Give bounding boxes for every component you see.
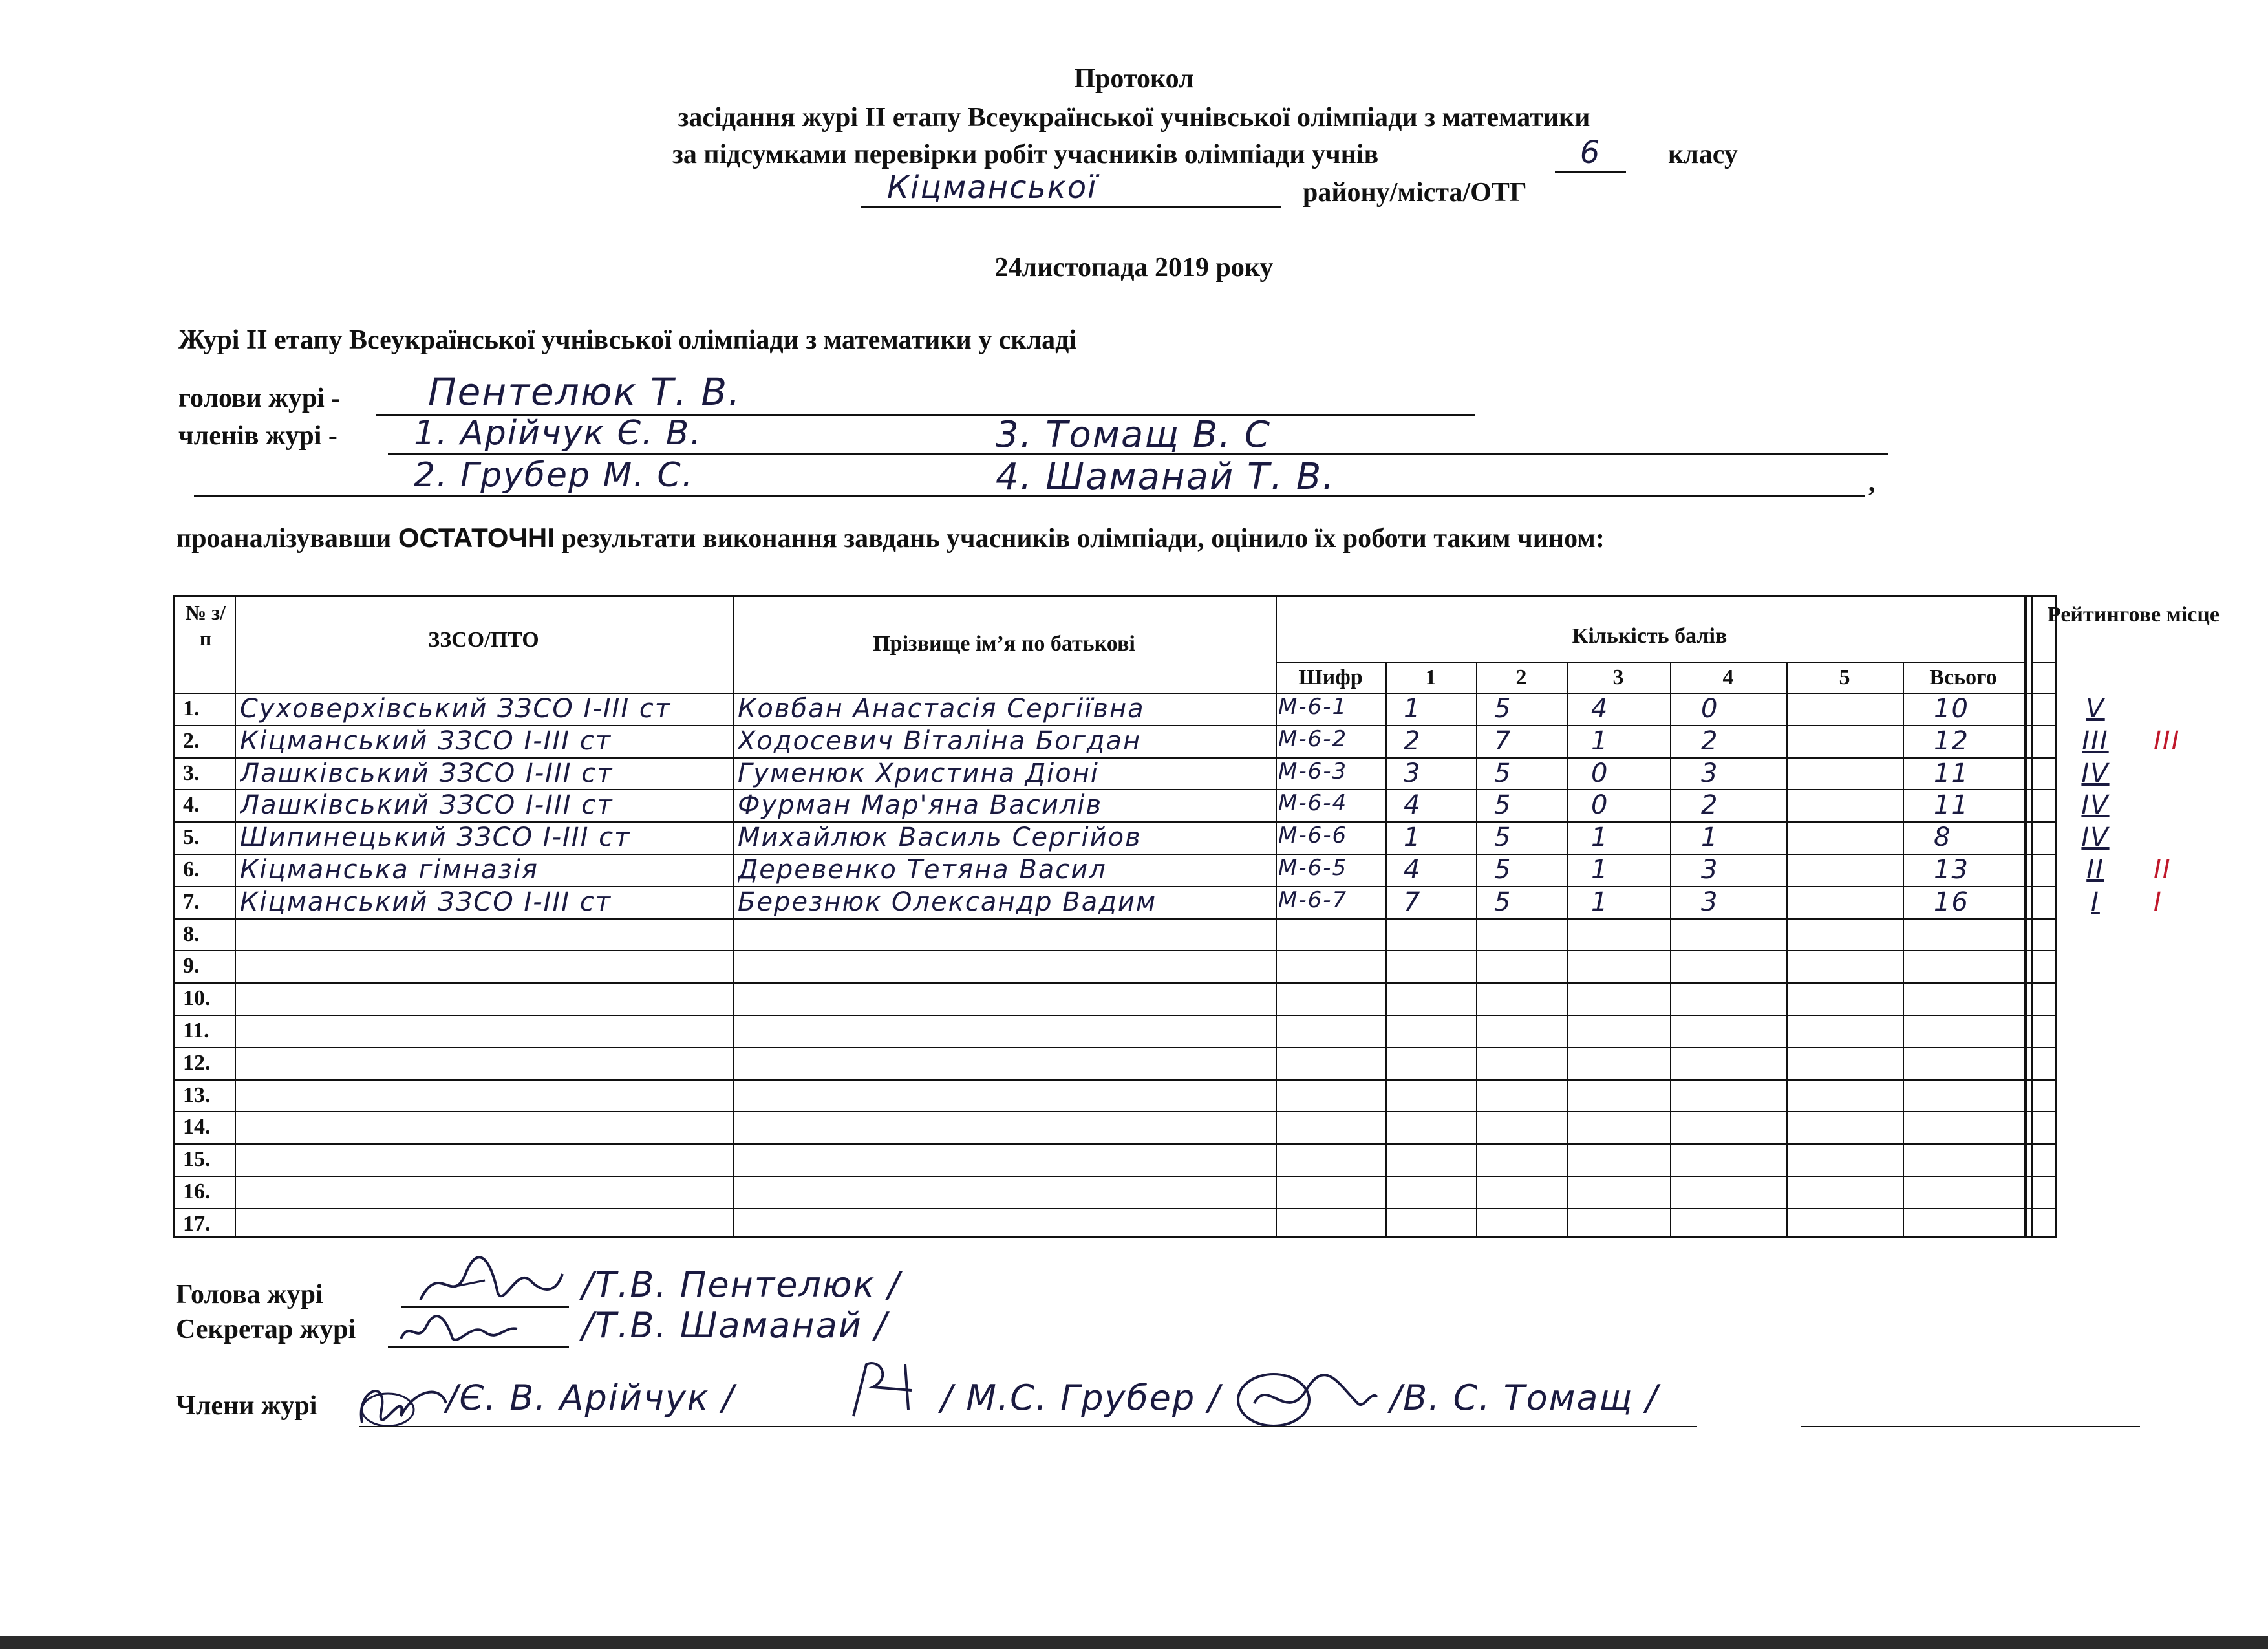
cell-t1: 1 xyxy=(1404,823,1422,853)
cell-school: Кіцманський ЗЗСО І-ІІІ ст xyxy=(240,726,612,756)
cell-school: Кіцманська гімназія xyxy=(240,855,539,885)
row-number: 16. xyxy=(183,1180,211,1203)
analysis-line xyxy=(176,523,1605,554)
scan-bottom-edge xyxy=(0,1636,2268,1649)
row-divider xyxy=(175,1176,2055,1177)
cell-t2: 5 xyxy=(1494,855,1512,885)
cell-t4: 0 xyxy=(1701,694,1719,724)
sig-chair-label xyxy=(176,1279,323,1310)
cell-t1: 2 xyxy=(1404,726,1422,756)
cell-t1: 3 xyxy=(1404,758,1422,788)
cell-code: М-6-6 xyxy=(1278,823,1348,849)
cell-t4: 2 xyxy=(1701,726,1719,756)
member-4 xyxy=(996,456,1335,498)
cell-total: 10 xyxy=(1934,694,1969,724)
sig-member2-name-text: / М.С. Грубер / xyxy=(941,1377,1221,1418)
cell-code: М-6-2 xyxy=(1278,726,1348,752)
district-value xyxy=(861,169,1281,208)
cell-name: Гуменюк Христина Діоні xyxy=(738,758,1099,788)
col-header-no xyxy=(178,599,233,651)
analysis-prefix: проаналізувавши xyxy=(176,524,398,554)
member-4-text: 4. Шаманай Т. В. xyxy=(996,456,1336,498)
row-divider xyxy=(175,1047,2055,1048)
cell-t2: 5 xyxy=(1494,758,1512,788)
analysis-emphasis: ОСТАТОЧНІ xyxy=(398,523,555,553)
cell-t4: 1 xyxy=(1701,823,1719,853)
sig-chair-label-text: Голова журі xyxy=(176,1280,323,1310)
row-number: 17. xyxy=(183,1211,211,1236)
sig-member3-name xyxy=(1390,1377,1659,1418)
cell-t3: 4 xyxy=(1591,694,1609,724)
row-divider xyxy=(175,982,2055,984)
col-header-task-4 xyxy=(1670,665,1786,690)
cell-name: Деревенко Тетяна Васил xyxy=(738,855,1107,885)
chair-signature-icon xyxy=(414,1255,569,1313)
cell-total: 8 xyxy=(1934,823,1952,853)
cell-total: 16 xyxy=(1934,887,1969,917)
cell-rank: ІІІ xyxy=(2082,726,2109,756)
row-number: 13. xyxy=(183,1083,211,1107)
jury-intro xyxy=(178,325,1076,356)
cell-code: М-6-4 xyxy=(1278,790,1348,817)
jury-intro-text: Журі ІІ етапу Всеукраїнської учнівської олімпіади з математики у складі xyxy=(178,325,1077,355)
member-3-text: 3. Томащ В. С xyxy=(996,414,1271,456)
sig-chair-name-text: /Т.В. Пентелюк / xyxy=(582,1264,901,1305)
cell-rank: ІІ xyxy=(2086,855,2104,885)
col-header-rank-text: Рейтингове місце xyxy=(2048,603,2220,627)
col-header-school xyxy=(235,628,733,652)
row-divider xyxy=(175,1079,2055,1081)
cell-school: Лашківський ЗЗСО І-ІІІ ст xyxy=(240,758,614,788)
cell-t4: 2 xyxy=(1701,790,1719,821)
row-divider xyxy=(175,1208,2055,1209)
cell-total: 11 xyxy=(1934,758,1969,788)
cell-school: Суховерхівський ЗЗСО І-ІІІ ст xyxy=(240,694,672,724)
cell-rank: V xyxy=(2086,694,2105,724)
header-line-1-text: засідання журі ІІ етапу Всеукраїнської учнівської олімпіади з математики xyxy=(678,103,1590,133)
cell-t2: 5 xyxy=(1494,823,1512,853)
cell-school: Шипинецький ЗЗСО І-ІІІ ст xyxy=(240,823,631,853)
class-value-text: 6 xyxy=(1579,135,1601,171)
row-divider xyxy=(175,1015,2055,1016)
col-header-no-text: № з/ п xyxy=(186,601,226,650)
cell-name: Ковбан Анастасія Сергіївна xyxy=(738,694,1145,724)
sig-extra-line xyxy=(1801,1426,2140,1427)
district-value-text: Кіцманської xyxy=(887,169,1098,206)
members-comma-text: , xyxy=(1868,468,1876,497)
sig-member1-name xyxy=(446,1377,735,1418)
sig-member2-name xyxy=(941,1377,1221,1418)
row-number: 8. xyxy=(183,921,200,946)
cell-t1: 7 xyxy=(1404,887,1422,917)
row-number: 3. xyxy=(183,760,200,785)
sig-secretary-label xyxy=(176,1314,356,1345)
row-number: 10. xyxy=(183,986,211,1011)
sig-member1-name-text: /Є. В. Арійчук / xyxy=(446,1377,735,1418)
cell-t1: 4 xyxy=(1404,855,1422,885)
cell-name: Березнюк Олександр Вадим xyxy=(738,887,1157,917)
row-number: 9. xyxy=(183,954,200,978)
cell-t2: 5 xyxy=(1494,790,1512,821)
cell-rank: IV xyxy=(2081,790,2110,821)
col-header-task-3 xyxy=(1567,665,1670,690)
sig-secretary-name xyxy=(582,1305,888,1346)
cell-code: М-6-3 xyxy=(1278,758,1348,784)
cell-code: М-6-1 xyxy=(1278,694,1348,720)
protocol-title-wrap xyxy=(0,63,2268,94)
col-header-total xyxy=(1903,665,2024,690)
cell-t4: 3 xyxy=(1701,855,1719,885)
member-2 xyxy=(414,456,694,495)
cell-t3: 0 xyxy=(1591,790,1609,821)
member2-signature-icon xyxy=(840,1352,937,1423)
col-header-t1-text: 1 xyxy=(1425,665,1437,689)
members-label-text: членів журі - xyxy=(178,421,337,451)
cell-t3: 1 xyxy=(1591,726,1609,756)
chair-label-text: голови журі - xyxy=(178,383,341,413)
analysis-suffix: результати виконання завдань учасників олімпіади, оцінило їх роботи таким чином: xyxy=(554,524,1605,554)
member1-signature-icon xyxy=(349,1364,459,1436)
header-line-2 xyxy=(672,139,1378,170)
cell-name: Фурман Мар'яна Василів xyxy=(738,790,1103,821)
row-divider xyxy=(175,918,2055,920)
sig-members-label-text: Члени журі xyxy=(176,1391,317,1421)
cell-school: Кіцманський ЗЗСО І-ІІІ ст xyxy=(240,887,612,917)
col-divider xyxy=(1786,662,1788,1236)
cell-rank: IV xyxy=(2081,823,2110,853)
cell-t4: 3 xyxy=(1701,887,1719,917)
row-number: 15. xyxy=(183,1147,211,1172)
cell-mark: ІІ xyxy=(2154,855,2172,885)
header-line-2-prefix: за підсумками перевірки робіт учасників олімпіади учнів xyxy=(672,140,1379,169)
cell-t1: 1 xyxy=(1404,694,1422,724)
district-suffix xyxy=(1303,177,1527,208)
class-value xyxy=(1555,135,1626,173)
col-header-rank-label xyxy=(2030,601,2237,629)
header-line-1 xyxy=(0,102,2268,133)
cell-t3: 1 xyxy=(1591,887,1609,917)
member-1 xyxy=(414,414,702,453)
sig-member3-name-text: /В. С. Томащ / xyxy=(1390,1377,1659,1418)
col-divider xyxy=(1903,662,1904,1236)
col-header-t4-text: 4 xyxy=(1722,665,1734,689)
member3-signature-icon xyxy=(1228,1364,1384,1436)
col-header-total-text: Всього xyxy=(1929,665,1997,689)
col-header-task-5 xyxy=(1786,665,1903,690)
row-divider xyxy=(175,950,2055,951)
row-number: 12. xyxy=(183,1050,211,1075)
cell-total: 13 xyxy=(1934,855,1969,885)
cell-t2: 5 xyxy=(1494,694,1512,724)
header-subline-rank xyxy=(2033,662,2055,663)
row-number: 1. xyxy=(183,696,200,720)
row-number: 7. xyxy=(183,889,200,914)
cell-rank: IV xyxy=(2081,758,2110,788)
sig-secretary-name-text: /Т.В. Шаманай / xyxy=(582,1305,888,1346)
cell-t3: 1 xyxy=(1591,823,1609,853)
row-number: 11. xyxy=(183,1018,209,1042)
col-header-code-text: Шифр xyxy=(1298,665,1363,689)
col-header-t5-text: 5 xyxy=(1839,665,1850,689)
cell-t3: 0 xyxy=(1591,758,1609,788)
sig-members-label xyxy=(176,1390,317,1421)
row-number: 5. xyxy=(183,825,200,850)
sig-members-line xyxy=(359,1426,1697,1427)
col-header-t3-text: 3 xyxy=(1612,665,1624,689)
row-number: 14. xyxy=(183,1115,211,1139)
cell-rank: І xyxy=(2091,887,2100,917)
cell-mark: ІІІ xyxy=(2154,726,2181,756)
header-line-2-suffix-text: класу xyxy=(1668,140,1738,169)
cell-code: М-6-5 xyxy=(1278,855,1348,881)
row-divider xyxy=(175,1143,2055,1145)
members-trailing-comma xyxy=(1868,467,1876,498)
cell-t4: 3 xyxy=(1701,758,1719,788)
row-divider xyxy=(175,1111,2055,1112)
cell-total: 12 xyxy=(1934,726,1969,756)
cell-t1: 4 xyxy=(1404,790,1422,821)
row-number: 6. xyxy=(183,857,200,881)
col-header-name xyxy=(733,632,1276,656)
chair-label xyxy=(178,383,340,414)
col-header-school-text: ЗЗСО/ПТО xyxy=(428,628,539,652)
cell-name: Ходосевич Віталіна Богдан xyxy=(738,726,1142,756)
member-1-text: 1. Арійчук Є. В. xyxy=(414,414,702,453)
cell-code: М-6-7 xyxy=(1278,887,1348,913)
secretary-signature-icon xyxy=(394,1306,524,1352)
col-header-name-text: Прізвище ім’я по батькові xyxy=(873,632,1135,656)
col-header-task-2 xyxy=(1476,665,1567,690)
member-3 xyxy=(996,414,1271,456)
header-subline xyxy=(1276,662,2024,663)
col-divider xyxy=(1670,662,1671,1236)
cell-name: Михайлюк Василь Сергійов xyxy=(738,823,1142,853)
chair-value-text: Пентелюк Т. В. xyxy=(428,370,742,414)
protocol-title-text: Протокол xyxy=(1074,64,1194,94)
district-suffix-text: району/міста/ОТГ xyxy=(1303,178,1527,208)
row-number: 4. xyxy=(183,793,200,817)
col-header-code xyxy=(1276,665,1385,690)
col-header-points-text: Кількість балів xyxy=(1572,624,1728,648)
sig-secretary-label-text: Секретар журі xyxy=(176,1315,356,1344)
col-header-task-1 xyxy=(1385,665,1476,690)
cell-t3: 1 xyxy=(1591,855,1609,885)
protocol-date-text: 24листопада 2019 року xyxy=(994,253,1274,283)
protocol-date xyxy=(0,252,2268,283)
chair-value xyxy=(376,370,1475,416)
col-header-t2-text: 2 xyxy=(1515,665,1527,689)
col-divider xyxy=(1476,662,1477,1236)
col-divider xyxy=(1567,662,1568,1236)
row-number: 2. xyxy=(183,728,200,753)
cell-t2: 5 xyxy=(1494,887,1512,917)
cell-school: Лашківський ЗЗСО І-ІІІ ст xyxy=(240,790,614,821)
cell-mark: І xyxy=(2154,887,2163,917)
col-divider xyxy=(1385,662,1387,1236)
col-header-points xyxy=(1276,624,2024,649)
sig-chair-name xyxy=(582,1264,901,1305)
cell-t2: 7 xyxy=(1494,726,1512,756)
members-label xyxy=(178,420,337,451)
header-line-2-suffix xyxy=(1668,139,1738,170)
member-2-text: 2. Грубер М. С. xyxy=(414,456,694,495)
cell-total: 11 xyxy=(1934,790,1969,821)
